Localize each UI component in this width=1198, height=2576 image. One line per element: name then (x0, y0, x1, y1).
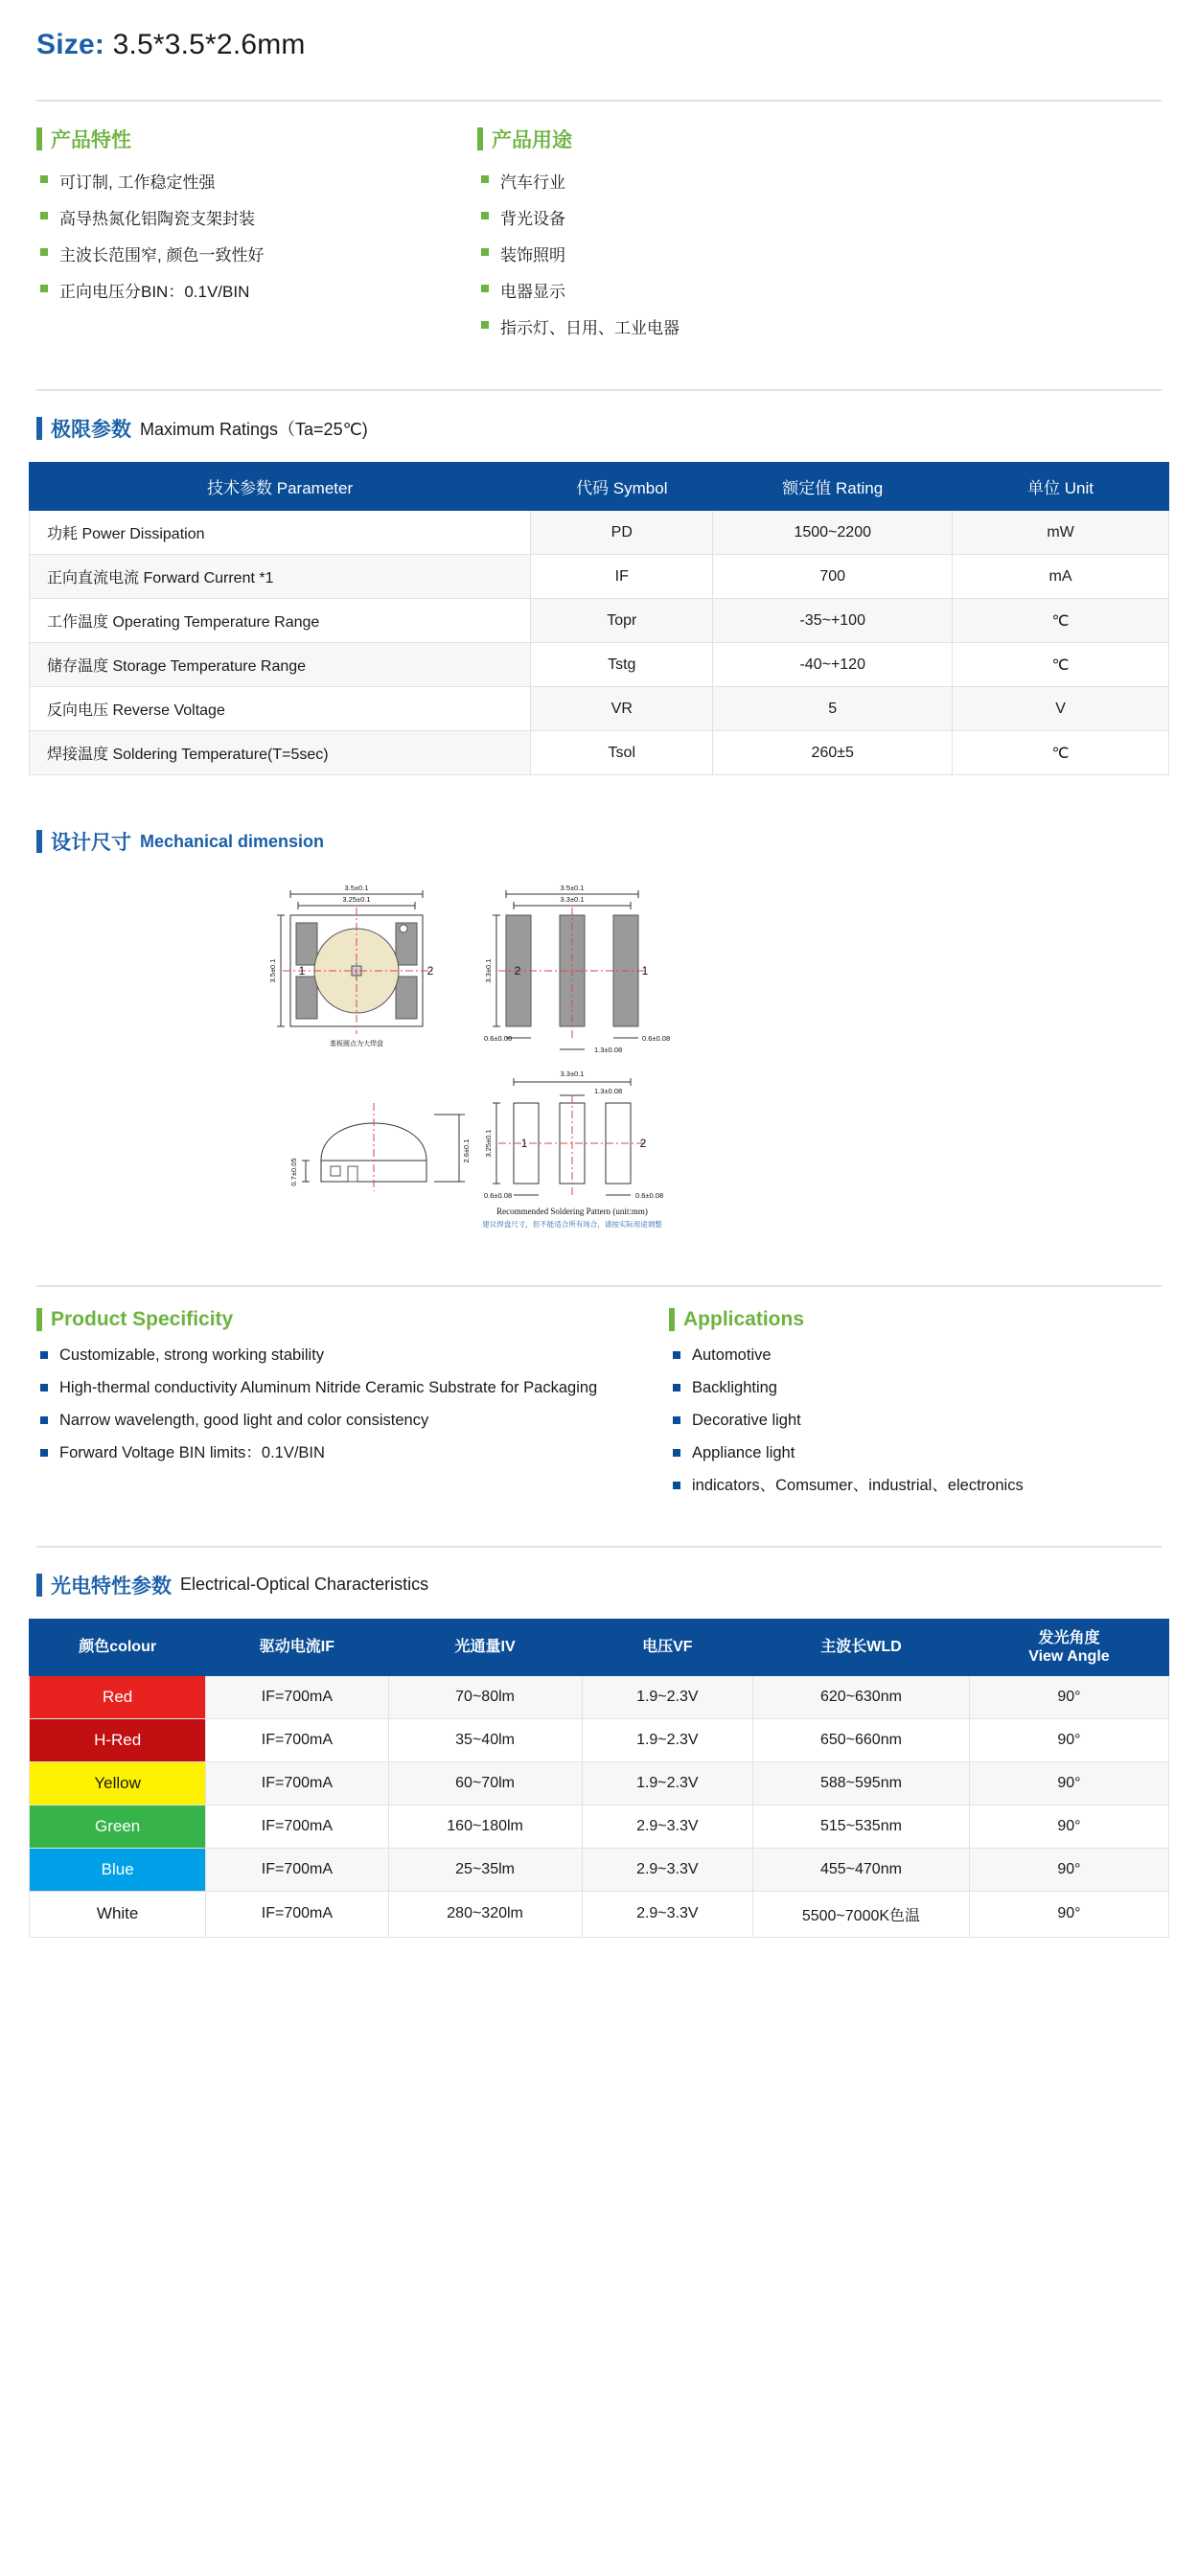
cell-unit: V (953, 687, 1169, 731)
col-symbol: 代码 Symbol (531, 463, 713, 511)
cell-colour: Blue (30, 1848, 206, 1891)
usage-column (470, 125, 680, 351)
cell-rating: -40~+120 (713, 643, 953, 687)
product-specificity-list (40, 1345, 661, 1465)
table-header-row (30, 1619, 1169, 1675)
cell-wld: 5500~7000K色温 (752, 1891, 969, 1937)
cell-parameter: 储存温度 Storage Temperature Range (30, 643, 531, 687)
dim-pad-1: 3.3±0.1 (560, 1070, 585, 1078)
cell-parameter: 焊接温度 Soldering Temperature(T=5sec) (30, 731, 531, 775)
features-heading (36, 125, 470, 153)
cell-angle: 90° (969, 1761, 1168, 1805)
cell-iv: 70~80lm (388, 1675, 582, 1718)
cell-wld: 650~660nm (752, 1718, 969, 1761)
applications-list (673, 1345, 1024, 1498)
cell-rating: 260±5 (713, 731, 953, 775)
electrical-heading (36, 1571, 1169, 1599)
applications-column (661, 1308, 1024, 1507)
table-row (30, 599, 1169, 643)
features-section (29, 125, 1169, 351)
product-specificity-heading (36, 1308, 661, 1331)
table-header-row (30, 463, 1169, 511)
view-angle-cn: 发光角度 (1038, 1629, 1100, 1646)
table-row (30, 511, 1169, 555)
list-item: 指示灯、日用、工业电器 (481, 314, 680, 338)
pin-2-side: 2 (514, 964, 521, 978)
pad-caption-cn: 建议焊盘尺寸，但不能适合所有场合，请按实际用途调整 (482, 1220, 662, 1229)
features-column (29, 125, 470, 351)
cell-vf: 2.9~3.3V (582, 1848, 752, 1891)
cell-iv: 160~180lm (388, 1805, 582, 1848)
cell-unit: ℃ (953, 731, 1169, 775)
dim-side-b2: 0.6±0.08 (642, 1034, 671, 1043)
cell-if: IF=700mA (206, 1675, 388, 1718)
pin-1-side: 1 (641, 964, 649, 978)
features-heading-cn: 产品特性 (51, 129, 131, 151)
col-luminous-flux: 光通量IV (388, 1619, 582, 1675)
list-item: Forward Voltage BIN limits：0.1V/BIN (40, 1442, 661, 1465)
divider-electrical (36, 1546, 1162, 1548)
table-row (30, 1718, 1169, 1761)
table-row (30, 1805, 1169, 1848)
list-item: Appliance light (673, 1442, 1024, 1465)
list-item: 高导热氮化铝陶瓷支架封装 (40, 205, 470, 229)
cell-wld: 455~470nm (752, 1848, 969, 1891)
table-row (30, 1891, 1169, 1937)
product-specificity-title: Product Specificity (51, 1308, 234, 1330)
list-item: 可订制, 工作稳定性强 (40, 169, 470, 193)
pin-1-top: 1 (298, 964, 306, 978)
cell-angle: 90° (969, 1805, 1168, 1848)
pin-2-top: 2 (426, 964, 434, 978)
heading-bar-icon (669, 1308, 675, 1331)
cell-iv: 35~40lm (388, 1718, 582, 1761)
pin-1-pad: 1 (520, 1137, 528, 1150)
cell-colour: Green (30, 1805, 206, 1848)
mechanical-heading (36, 827, 1169, 856)
cell-angle: 90° (969, 1718, 1168, 1761)
dim-side-left: 3.3±0.1 (484, 958, 493, 983)
max-ratings-heading-cn: 极限参数 (51, 419, 131, 441)
applications-title: Applications (683, 1308, 805, 1330)
dim-front-h1: 0.7±0.05 (289, 1158, 298, 1186)
cell-angle: 90° (969, 1891, 1168, 1937)
mechanical-heading-cn: 设计尺寸 (51, 832, 131, 854)
cell-angle: 90° (969, 1848, 1168, 1891)
electrical-table (29, 1619, 1169, 1938)
usage-heading-cn: 产品用途 (492, 129, 572, 151)
pin-2-pad: 2 (639, 1137, 647, 1150)
col-colour: 颜色colour (30, 1619, 206, 1675)
cell-parameter: 正向直流电流 Forward Current *1 (30, 555, 531, 599)
col-unit: 单位 Unit (953, 463, 1169, 511)
product-specificity-column (29, 1308, 661, 1507)
cell-rating: -35~+100 (713, 599, 953, 643)
cell-vf: 1.9~2.3V (582, 1675, 752, 1718)
max-ratings-heading (36, 414, 1169, 443)
cell-if: IF=700mA (206, 1761, 388, 1805)
cell-colour: Red (30, 1675, 206, 1718)
dim-pad-b1: 0.6±0.08 (484, 1191, 513, 1200)
dim-side-1: 3.5±0.1 (560, 884, 585, 892)
features-list (40, 169, 470, 302)
cell-vf: 2.9~3.3V (582, 1805, 752, 1848)
size-label: Size: (36, 29, 105, 60)
cell-colour: H-Red (30, 1718, 206, 1761)
electrical-heading-en: Electrical-Optical Characteristics (180, 1575, 429, 1595)
col-view-angle (969, 1619, 1168, 1675)
electrical-heading-cn: 光电特性参数 (51, 1575, 172, 1598)
table-row (30, 643, 1169, 687)
col-rating: 额定值 Rating (713, 463, 953, 511)
cell-vf: 2.9~3.3V (582, 1891, 752, 1937)
list-item: 背光设备 (481, 205, 680, 229)
cell-parameter: 工作温度 Operating Temperature Range (30, 599, 531, 643)
cell-symbol: Tsol (531, 731, 713, 775)
cell-rating: 5 (713, 687, 953, 731)
cell-rating: 1500~2200 (713, 511, 953, 555)
list-item: 主波长范围窄, 颜色一致性好 (40, 242, 470, 265)
cell-vf: 1.9~2.3V (582, 1761, 752, 1805)
heading-bar-icon (36, 417, 42, 440)
heading-bar-icon (36, 1574, 42, 1597)
cell-iv: 280~320lm (388, 1891, 582, 1937)
cell-if: IF=700mA (206, 1891, 388, 1937)
max-ratings-table (29, 462, 1169, 775)
cell-unit: mW (953, 511, 1169, 555)
list-item: Narrow wavelength, good light and color consistency (40, 1410, 661, 1433)
list-item: Customizable, strong working stability (40, 1345, 661, 1368)
list-item: High-thermal conductivity Aluminum Nitride Ceramic Substrate for Packaging (40, 1377, 661, 1400)
list-item: Decorative light (673, 1410, 1024, 1433)
dim-side-b1: 0.6±0.08 (484, 1034, 513, 1043)
datasheet-page (0, 29, 1198, 1938)
list-item: 正向电压分BIN：0.1V/BIN (40, 278, 470, 302)
table-row (30, 731, 1169, 775)
cell-wld: 588~595nm (752, 1761, 969, 1805)
mechanical-drawing-svg (264, 873, 934, 1247)
cell-wld: 620~630nm (752, 1675, 969, 1718)
heading-bar-icon (36, 1308, 42, 1331)
dim-pad-left: 3.25±0.1 (484, 1129, 493, 1158)
dim-top-2: 3.25±0.1 (342, 895, 371, 904)
cell-vf: 1.9~2.3V (582, 1718, 752, 1761)
list-item: 汽车行业 (481, 169, 680, 193)
divider-max-ratings (36, 389, 1162, 391)
english-section (29, 1308, 1169, 1507)
list-item: 电器显示 (481, 278, 680, 302)
pad-note-cn: 基板圆点为大焊盘 (330, 1041, 383, 1047)
col-wavelength: 主波长WLD (752, 1619, 969, 1675)
table-row (30, 1675, 1169, 1718)
cell-if: IF=700mA (206, 1718, 388, 1761)
applications-heading (669, 1308, 1024, 1331)
divider-english (36, 1285, 1162, 1287)
cell-unit: ℃ (953, 599, 1169, 643)
table-row (30, 687, 1169, 731)
dim-pad-2: 1.3±0.08 (594, 1087, 623, 1095)
size-value: 3.5*3.5*2.6mm (112, 29, 306, 60)
page-title (36, 29, 1169, 61)
cell-colour: White (30, 1891, 206, 1937)
cell-unit: mA (953, 555, 1169, 599)
table-row (30, 1761, 1169, 1805)
cell-iv: 25~35lm (388, 1848, 582, 1891)
cell-symbol: PD (531, 511, 713, 555)
dim-front-h2: 2.6±0.1 (462, 1138, 471, 1163)
dim-left: 3.5±0.1 (268, 958, 277, 983)
cell-wld: 515~535nm (752, 1805, 969, 1848)
cell-iv: 60~70lm (388, 1761, 582, 1805)
dim-side-b3: 1.3±0.08 (594, 1046, 623, 1054)
cell-if: IF=700mA (206, 1848, 388, 1891)
cell-colour: Yellow (30, 1761, 206, 1805)
pad-caption-en: Recommended Soldering Pattern (unit:mm) (496, 1207, 648, 1216)
max-ratings-heading-en: Maximum Ratings（Ta=25℃) (140, 420, 368, 439)
cell-parameter: 反向电压 Reverse Voltage (30, 687, 531, 731)
list-item: Backlighting (673, 1377, 1024, 1400)
col-parameter: 技术参数 Parameter (30, 463, 531, 511)
cell-symbol: IF (531, 555, 713, 599)
cell-symbol: Tstg (531, 643, 713, 687)
view-angle-en: View Angle (1028, 1647, 1110, 1665)
heading-bar-icon (36, 127, 42, 150)
dim-side-2: 3.3±0.1 (560, 895, 585, 904)
dim-top-1: 3.5±0.1 (344, 884, 369, 892)
usage-list (481, 169, 680, 338)
cell-unit: ℃ (953, 643, 1169, 687)
usage-heading (477, 125, 680, 153)
list-item: indicators、Comsumer、industrial、electronics (673, 1475, 1024, 1498)
col-voltage: 电压VF (582, 1619, 752, 1675)
heading-bar-icon (36, 830, 42, 853)
cell-symbol: VR (531, 687, 713, 731)
mechanical-heading-en: Mechanical dimension (140, 831, 325, 851)
col-drive-current: 驱动电流IF (206, 1619, 388, 1675)
cell-rating: 700 (713, 555, 953, 599)
cell-if: IF=700mA (206, 1805, 388, 1848)
cell-parameter: 功耗 Power Dissipation (30, 511, 531, 555)
cell-angle: 90° (969, 1675, 1168, 1718)
heading-bar-icon (477, 127, 483, 150)
dim-pad-b2: 0.6±0.08 (635, 1191, 664, 1200)
mechanical-drawing (29, 873, 1169, 1247)
divider-top (36, 100, 1162, 102)
cell-symbol: Topr (531, 599, 713, 643)
list-item: 装饰照明 (481, 242, 680, 265)
table-row (30, 555, 1169, 599)
list-item: Automotive (673, 1345, 1024, 1368)
table-row (30, 1848, 1169, 1891)
